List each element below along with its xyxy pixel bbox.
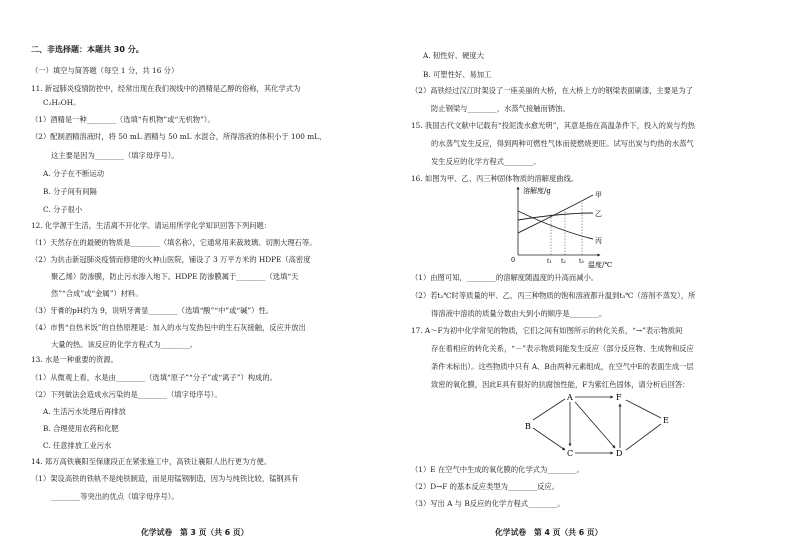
text-line: 17. A～F为初中化学常见的物质，它们之间有如图所示的转化关系，“→”表示物质间 [411, 326, 683, 335]
page-footer-right: 化学试卷 第 4 页（共 6 页） [495, 528, 603, 537]
node-D: D [616, 449, 623, 458]
text-line: 存在着相应的转化关系，“－”表示物质间能发生反应（部分反应物、生成物和反应 [431, 344, 694, 353]
text-line: 然”“合成”或“金属”）材料。 [51, 289, 143, 298]
text-line: C. 任意排放工业污水 [43, 441, 112, 450]
series-label-bing: 丙 [595, 237, 602, 245]
text-line: B. 可塑性好、易加工 [423, 70, 492, 79]
text-line: 12. 化学源于生活，生活离不开化学。请运用所学化学知识回答下列问题： [31, 221, 272, 230]
text-line: ________等突出的优点（填字母序号）。 [51, 492, 179, 501]
text-line: B. 分子间有间隔 [43, 187, 97, 196]
text-line: 大量的热。该反应的化学方程式为________。 [51, 340, 197, 349]
text-line: A. 韧性好、硬度大 [423, 51, 484, 60]
chart-xlabel: 温度/℃ [588, 261, 613, 269]
text-line: （2）配制酒精溶液时，将 50 mL 酒精与 50 mL 水混合，所得溶液的体积小于 100 mL， [31, 132, 327, 141]
page-4 [397, 0, 794, 560]
text-line: 13. 水是一种重要的资源。 [31, 355, 118, 364]
node-B: B [525, 422, 531, 431]
text-line: （1）从微观上看，水是由________（选填“原子”“分子”或“离子”）构成的。 [31, 373, 277, 382]
text-line: 11. 新冠肺炎疫情防控中，经常出现在我们视线中的酒精是乙醇的俗称，其化学式为 [31, 84, 301, 93]
text-line: 防止钢梁与________、水蒸气接触而锈蚀。 [431, 104, 570, 113]
text-line: （3）牙膏的pH约为 9，说明牙膏显________（选填“酸”“中”或“碱”）性。 [31, 306, 274, 315]
chart-tick-t1: t₁ [547, 258, 552, 265]
page-footer-left: 化学试卷 第 3 页（共 6 页） [141, 528, 249, 537]
text-line: 致密的氧化膜，因此E具有很好的抗腐蚀性能，F为紫红色固体，请分析后回答： [431, 380, 690, 389]
text-line: C. 分子很小 [43, 205, 83, 214]
chart-origin: 0 [511, 256, 516, 264]
text-line: （2）下列做法会造成水污染的是________（填字母序号）。 [31, 390, 222, 399]
text-line: 14. 郑万高铁襄阳至保康段正在紧张施工中，高铁让襄阳人出行更为方便。 [31, 457, 272, 466]
node-C: C [567, 449, 574, 458]
text-line: A. 分子在不断运动 [43, 169, 104, 178]
text-line: （3）写出 A 与 B反应的化学方程式________。 [411, 499, 565, 508]
text-line: （1）架设高铁的铁轨不是纯铁制造，而是用锰钢制造，因为与纯铁比较，锰钢具有 [31, 474, 299, 483]
text-line: （1）由图可知，________的溶解度随温度的升高而减小。 [411, 273, 599, 282]
chart-tick-t2: t₂ [561, 258, 566, 265]
text-line: （2）高铁经过汉江时架设了一座美丽的大桥，在大桥上方的钢梁表面刷漆，主要是为了 [411, 86, 693, 95]
text-line: （2）D→F 的基本反应类型为________反应。 [411, 482, 560, 491]
node-F: F [616, 393, 622, 402]
text-line: 15. 我国古代文献中记载有“投泥泼水愈光明”，其意是指在高温条件下，投入的炭与灼热 [411, 121, 696, 130]
text-line: （4）市售“自热米饭”的自热原理是：加入的水与发热包中的生石灰接触，反应并放出 [31, 323, 306, 332]
text-line: A. 生活污水处理后再排放 [43, 407, 126, 416]
text-line: （1）E 在空气中生成的氧化膜的化学式为________。 [411, 465, 584, 474]
text-line: 条件未标出）。这些物质中只有 A、B由两种元素组成，在空气中E的表面生成一层 [431, 362, 694, 371]
text-line: 这主要是因为________（填字母序号）。 [51, 151, 179, 160]
conversion-diagram [523, 392, 673, 462]
text-line: 的水蒸气发生反应，得到两种可燃性气体而使燃烧更旺。试写出炭与灼热的水蒸气 [431, 139, 694, 148]
text-line: 聚乙烯）防渗膜，防止污水渗入地下。HDPE 防渗膜属于________（选填“天 [51, 272, 299, 281]
text-line: （2）为抗击新冠肺炎疫情而修建的火神山医院，铺设了 3 万平方米的 HDPE（高密度 [31, 255, 311, 264]
text-line: （2）若t₂℃时等质量的甲、乙、丙三种物质的饱和溶液都升温到t₃℃（溶剂不蒸发），所 [411, 291, 696, 300]
text-line: （1）天然存在的最硬的物质是________（填名称），它通常用来裁玻璃、切割大理石等。 [31, 238, 317, 247]
solubility-chart [508, 183, 638, 273]
chart-ylabel: 溶解度/g [523, 187, 551, 195]
text-line: 得溶液中溶质的质量分数由大到小的顺序是________。 [431, 309, 607, 318]
series-label-jia: 甲 [595, 191, 602, 199]
chart-tick-t3: t₃ [579, 258, 584, 265]
series-label-yi: 乙 [595, 210, 602, 218]
node-A: A [567, 393, 573, 402]
text-line: 16. 如图为甲、乙、丙三种固体物质的溶解度曲线。 [411, 174, 579, 183]
text-line: B. 合理使用农药和化肥 [43, 424, 119, 433]
text-line: 发生反应的化学方程式________。 [431, 157, 541, 166]
text-line: C₂H₅OH。 [43, 98, 81, 107]
node-E: E [663, 416, 669, 425]
text-line: （一）填空与简答题（每空 1 分，共 16 分） [31, 66, 179, 75]
text-line: （1）酒精是一种________（选填“有机物”或“无机物”）。 [31, 115, 215, 124]
text-line: 二、非选择题：本题共 30 分。 [31, 45, 144, 54]
